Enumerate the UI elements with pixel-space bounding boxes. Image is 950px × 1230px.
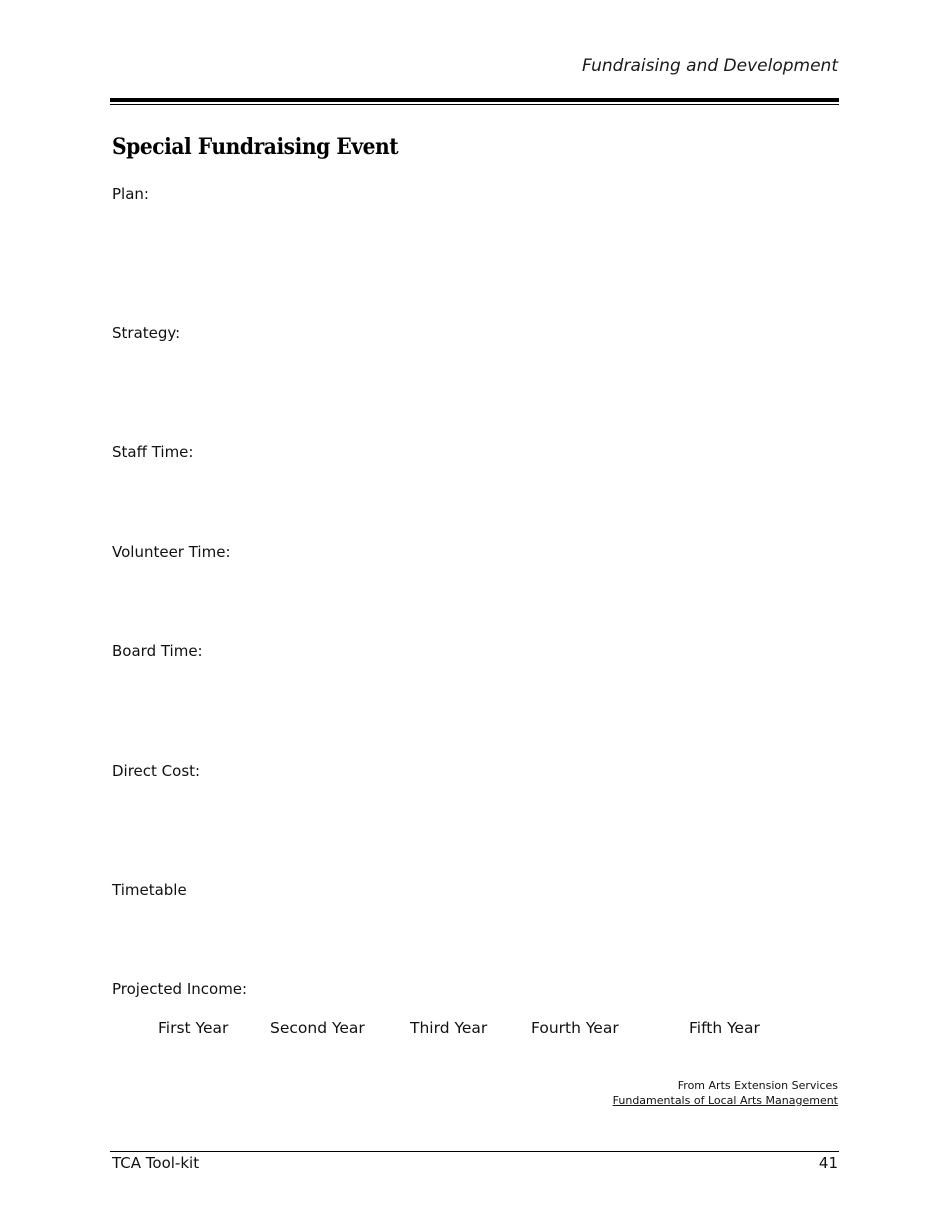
year-first: First Year [158,1019,229,1037]
label-staff-time: Staff Time: [112,443,194,461]
credit-source: From Arts Extension Services [677,1079,838,1092]
label-board-time: Board Time: [112,642,203,660]
page-number: 41 [818,1154,838,1172]
credit-publication: Fundamentals of Local Arts Management [612,1094,838,1107]
label-strategy: Strategy: [112,324,181,342]
year-fourth: Fourth Year [531,1019,619,1037]
page-title: Special Fundraising Event [112,134,399,160]
footer-rule [110,1151,839,1152]
label-timetable: Timetable [112,881,187,899]
footer-toolkit-name: TCA Tool-kit [112,1154,200,1172]
year-second: Second Year [270,1019,365,1037]
label-volunteer-time: Volunteer Time: [112,543,231,561]
label-projected-income: Projected Income: [112,980,248,998]
label-direct-cost: Direct Cost: [112,762,201,780]
header-rule-thick [110,98,839,102]
year-fifth: Fifth Year [689,1019,760,1037]
running-header: Fundraising and Development [582,56,838,76]
header-rule-thin [110,104,839,105]
year-third: Third Year [410,1019,488,1037]
label-plan: Plan: [112,185,149,203]
